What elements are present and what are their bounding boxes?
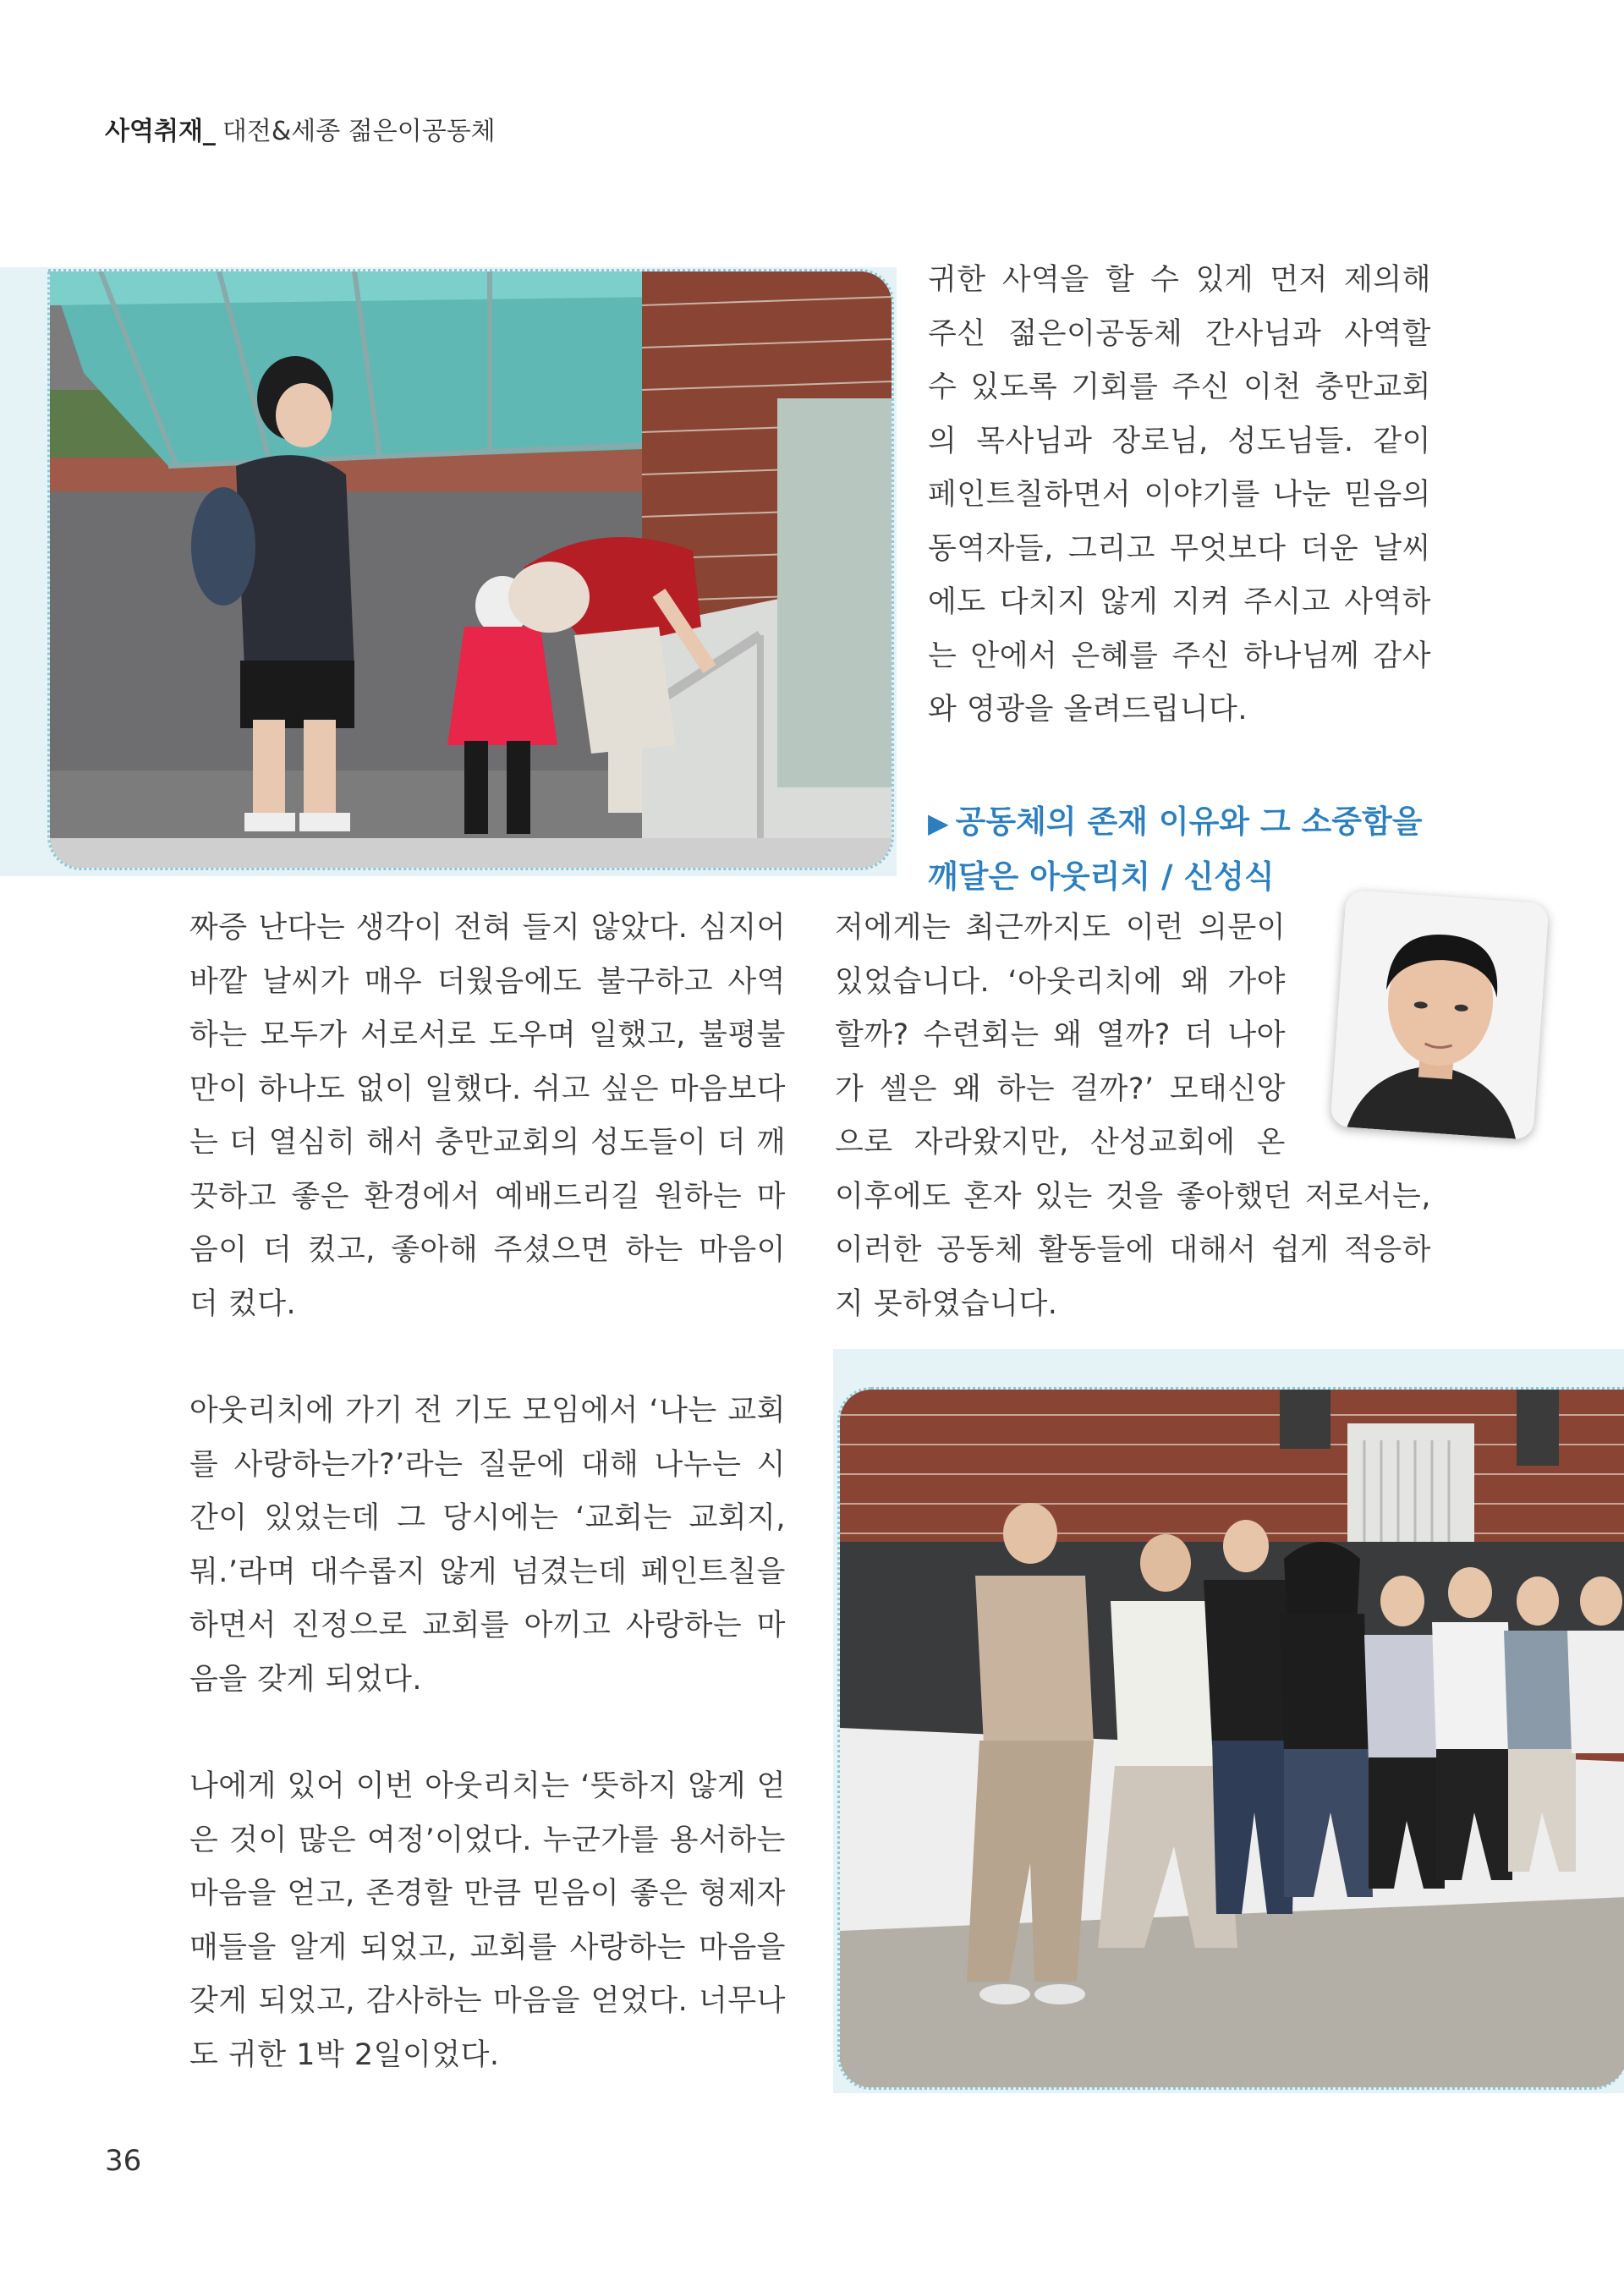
left-column bbox=[189, 902, 786, 2082]
page-number: 36 bbox=[105, 2144, 142, 2178]
subheading-line-1: 공동체의 존재 이유와 그 소중함을 bbox=[955, 803, 1423, 840]
right-bottom-text: 저에게는 최근까지도 이런 의문이 있었습니다. ‘아웃리치에 왜 가야 할까? 수련회는 왜 열까? 더 나아가 셀은 왜 하는 걸까?’ 모태신앙으로 자라왔지만, 산성교회에 온 이후에도 혼자 있는 것을 좋아했던 저로서는, 이러한 공동체 활동들에 대해서 쉽게 적응하지 못하였습니다. bbox=[835, 911, 1431, 1321]
running-header bbox=[105, 110, 496, 147]
right-top-paragraph bbox=[928, 254, 1431, 737]
group-photo bbox=[837, 1387, 1624, 2090]
left-paragraph-2: 아웃리치에 가기 전 기도 모임에서 ‘나는 교회를 사랑하는가?’라는 질문에 대해 나누는 시간이 있었는데 그 당시에는 ‘교회는 교회지, 뭐.’라며 대수롭지 않게 넘겼는데 페인트칠을 하면서 진정으로 교회를 아끼고 사랑하는 마음을 갖게 되었다. bbox=[189, 1394, 786, 1697]
right-top-text: 귀한 사역을 할 수 있게 먼저 제의해 주신 젊은이공동체 간사님과 사역할 수 있도록 기회를 주신 이천 충만교회의 목사님과 장로님, 성도님들. 같이 페인트칠하면서 이야기를 나눈 믿음의 동역자들, 그리고 무엇보다 더운 날씨에도 다치지 않게 지켜 주시고 사역하는 안에서 은혜를 주신 하나님께 감사와 영광을 올려드립니다. bbox=[928, 263, 1431, 727]
play-triangle-icon: ▶ bbox=[928, 807, 949, 839]
section-subtitle: 대전&세종 젊은이공동체 bbox=[222, 117, 496, 146]
section-subheading bbox=[928, 795, 1435, 903]
left-paragraph-1: 짜증 난다는 생각이 전혀 들지 않았다. 심지어 바깥 날씨가 매우 더웠음에도 불구하고 사역하는 모두가 서로서로 도우며 일했고, 불평불만이 하나도 없이 일했다. 쉬고 싶은 마음보다는 더 열심히 해서 충만교회의 성도들이 더 깨끗하고 좋은 환경에서 예배드리길 원하는 마음이 더 컸고, 좋아해 주셨으면 하는 마음이 더 컸다. bbox=[189, 911, 786, 1321]
portrait-wrap-spacer bbox=[1286, 902, 1431, 1147]
subheading-line-2: 깨달은 아웃리치 / 신성식 bbox=[928, 858, 1275, 895]
painting-photo bbox=[47, 269, 894, 870]
section-label: 사역취재_ bbox=[105, 117, 216, 146]
painting-photo-image bbox=[50, 271, 892, 868]
left-paragraph-3: 나에게 있어 이번 아웃리치는 ‘뜻하지 않게 얻은 것이 많은 여정’이었다. 누군가를 용서하는 마음을 얻고, 존경할 만큼 믿음이 좋은 형제자매들을 알게 되었고, 교회를 사랑하는 마음을 갖게 되었고, 감사하는 마음을 얻었다. 너무나도 귀한 1박 2일이었다. bbox=[189, 1769, 786, 2072]
group-photo-image bbox=[840, 1390, 1624, 2087]
right-bottom-paragraph bbox=[835, 902, 1431, 1331]
